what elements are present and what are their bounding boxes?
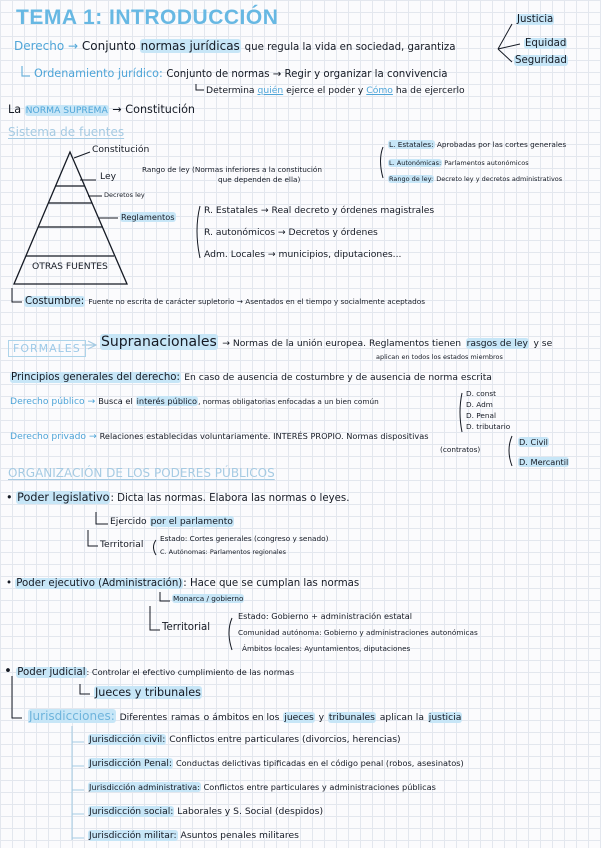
ordenamiento-def: Conjunto de normas → Regir y organizar la convivencia [166, 69, 448, 80]
derecho-line: Derecho → Conjunto normas jurídicas que regula la vida en sociedad, garantiza [14, 39, 456, 53]
derecho-def-post: que regula la vida en sociedad, garantiza [244, 42, 456, 53]
rasgos-de-ley: rasgos de ley [466, 338, 528, 349]
derecho-privado-line: Derecho privado → Relaciones establecidas voluntariamente. INTERÉS PROPIO. Normas dispositivas [10, 431, 429, 442]
interes-publico: interés público [136, 396, 198, 406]
derecho-def-highlight: normas jurídicas [140, 39, 240, 53]
supranacionales-line: Supranacionales → Normas de la unión europea. Reglamentos tienen rasgos de ley y se [101, 334, 553, 350]
ley-autonomicas: L. Autonómicas: Parlamentos autonómicos [389, 159, 529, 167]
norma-suprema-line: La NORMA SUPREMA → Constitución [8, 103, 196, 116]
ley-rango-text2: que dependen de ella) [218, 175, 301, 184]
page-title: TEMA 1: INTRODUCCIÓN [16, 6, 279, 29]
constitucion-label: Constitución [125, 103, 196, 116]
value-equidad: Equidad [525, 38, 567, 49]
derecho-label: Derecho [14, 39, 65, 53]
reglamento-estatales: R. Estatales → Real decreto y órdenes magistrales [204, 205, 435, 216]
pyramid-otras-fuentes: OTRAS FUENTES [32, 261, 108, 272]
formales-box-label: FORMALES [8, 340, 86, 357]
ejecutivo-locales: Ámbitos locales: Ayuntamientos, diputaciones [242, 644, 411, 653]
determina-line: Determina quién ejerce el poder y Cómo ha de ejercerlo [206, 85, 465, 96]
principios-label: Principios generales del derecho: [11, 372, 180, 383]
privado-d-civil: D. Civil [519, 437, 548, 447]
jurisdiccion-civil: Jurisdicción civil: Conflictos entre particulares (divorcios, herencias) [89, 734, 401, 745]
publico-d-tributario: D. tributario [466, 422, 511, 431]
como-word: Cómo [366, 85, 393, 96]
principios-line [10, 372, 492, 384]
poder-legislativo-line: • Poder legislativo: Dicta las normas. Elabora las normas o leyes. [6, 491, 350, 504]
parlamento-label: por el parlamento [150, 516, 233, 527]
supranacionales-text: Normas de la unión europea. Reglamentos tienen [232, 338, 462, 349]
supranacionales-label: Supranacionales [101, 334, 217, 350]
publico-d-penal: D. Penal [466, 411, 497, 420]
ordenamiento-label: Ordenamiento jurídico: [34, 67, 163, 80]
ley-rango-text: Rango de ley (Normas inferiores a la constitución [142, 165, 323, 174]
poder-ejecutivo-label: Poder ejecutivo (Administración) [16, 578, 183, 589]
principios-text: En caso de ausencia de costumbre y de ausencia de norma escrita [184, 372, 492, 383]
jurisdicciones-line: Jurisdicciones: Diferentes ramas o ámbitos en los jueces y tribunales aplican la justicia [29, 709, 462, 723]
costumbre-label: Costumbre: [25, 296, 85, 307]
jurisdiccion-administrativa: Jurisdicción administrativa: Conflictos entre particulares y administraciones públicas [89, 782, 436, 792]
derecho-publico-label: Derecho público [10, 396, 85, 407]
publico-d-const: D. const [466, 389, 497, 398]
jueces-tribunales: Jueces y tribunales [95, 686, 201, 699]
jurisdiccion-social: Jurisdicción social: Laborales y S. Social (despidos) [89, 806, 324, 817]
pyramid-decretos-ley: Decretos ley [104, 191, 145, 199]
pyramid-reglamentos: Reglamentos [121, 212, 175, 222]
legislativo-territorial: Territorial [100, 539, 144, 550]
poder-legislativo-label: Poder legislativo [17, 491, 110, 504]
derecho-def-pre: Conjunto [81, 39, 136, 53]
legislativo-ccaa: C. Autónomas: Parlamentos regionales [160, 548, 287, 556]
pyramid-constitucion: Constitución [92, 144, 150, 155]
sistema-fuentes-heading: Sistema de fuentes [8, 125, 125, 139]
rango-de-ley: Rango de ley: Decreto ley y decretos administrativos [389, 175, 563, 183]
publico-d-adm: D. Adm [466, 400, 493, 409]
ejercido-line: Ejercido por el parlamento [110, 516, 233, 527]
jurisdicciones-label: Jurisdicciones: [29, 709, 115, 723]
quien-word: quién [257, 85, 284, 96]
jurisdiccion-penal: Jurisdicción Penal: Conductas delictivas tipificadas en el código penal (robos, asesinatos) [89, 758, 464, 769]
poder-judicial-label: Poder judicial [17, 667, 86, 678]
legislativo-estado: Estado: Cortes generales (congreso y senado) [160, 534, 329, 543]
derecho-privado-text: Relaciones establecidas voluntariamente. INTERÉS PROPIO. Normas dispositivas [99, 431, 429, 441]
contratos-label: (contratos) [440, 445, 481, 454]
poder-judicial-line: • Poder judicial: Controlar el efectivo cumplimiento de las normas [4, 663, 295, 679]
ejecutivo-territorial: Territorial [162, 622, 211, 633]
ordenamiento-line [34, 68, 448, 81]
value-seguridad: Seguridad [515, 55, 567, 66]
norma-suprema-label: NORMA SUPREMA [25, 105, 108, 116]
derecho-privado-label: Derecho privado [10, 431, 87, 442]
ejecutivo-estado: Estado: Gobierno + administración estatal [238, 611, 412, 621]
monarca-gobierno: Monarca / gobierno [173, 594, 244, 603]
derecho-publico-line: Derecho público → Busca el interés público, normas obligatorias enfocadas a un bien común [10, 396, 379, 407]
organizacion-heading: ORGANIZACIÓN DE LOS PODERES PÚBLICOS [8, 466, 275, 480]
reglamento-autonomicos: R. autonómicos → Decretos y órdenes [204, 227, 378, 238]
costumbre-line [24, 296, 425, 308]
pyramid-ley: Ley [100, 171, 117, 182]
ejecutivo-ccaa: Comunidad autónoma: Gobierno y administraciones autonómicas [238, 628, 478, 637]
poder-ejecutivo-line: • Poder ejecutivo (Administración): Hace que se cumplan las normas [6, 578, 360, 589]
costumbre-text: Fuente no escrita de carácter supletorio → Asentados en el tiempo y socialmente aceptados [88, 297, 426, 306]
value-justicia: Justicia [517, 14, 554, 25]
privado-d-mercantil: D. Mercantil [519, 457, 569, 467]
reglamento-locales: Adm. Locales → municipios, diputaciones... [204, 249, 402, 260]
ley-estatales: L. Estatales: Aprobadas por las cortes generales [389, 140, 567, 149]
supranacionales-text2: aplican en todos los estados miembros [376, 353, 503, 361]
jurisdiccion-militar: Jurisdicción militar: Asuntos penales militares [89, 830, 299, 841]
